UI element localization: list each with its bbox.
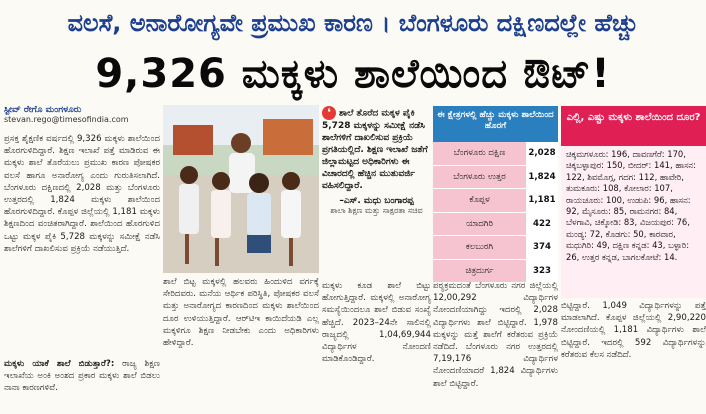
article-col-1-text: ಪ್ರಸಕ್ತ ಶೈಕ್ಷಣಿಕ ವರ್ಷದಲ್ಲಿ 9,326 ಮಕ್ಕಳು ಶಾಲೆಯಿಂದ ಹೊರಗುಳಿದಿದ್ದಾರೆ. ಶಿಕ್ಷಣ ಇಲಾಖೆ ಪತ್ತೆ ಮಾಡಿರುವ ಈ ಮಕ್ಕಳು ಶಾಲೆ ತೊರೆಯಲು ಪ್ರಮುಖ ಕಾರಣ ಪೋಷಕರ ವಲಸೆ ಹಾಗೂ ಅನಾರೋಗ್ಯ ಎಂದು ಗುರುತಿಸಲಾಗಿದೆ. ಬೆಂಗಳೂರು ದಕ್ಷಿಣದಲ್ಲಿ 2,028 ಮತ್ತು ಬೆಂಗಳೂರು ಉತ್ತರದಲ್ಲಿ 1,824 ಮಕ್ಕಳು ಶಾಲೆಯಿಂದ ಹೊರಗುಳಿದಿದ್ದಾರೆ. ಕೊಪ್ಪಳ ಜಿಲ್ಲೆಯಲ್ಲಿ 1,181 ಮಕ್ಕಳು ಶಿಕ್ಷಣದಿಂದ ವಂಚಿತರಾಗಿದ್ದಾರೆ. ಶಾಲೆಯಿಂದ ಹೊರಗುಳಿದ ಒಟ್ಟು ಮಕ್ಕಳ ಪೈಕಿ 5,728 ಮಕ್ಕಳನ್ನು ಸಮೀಕ್ಷೆ ನಡೆಸಿ ಶಾಲೆಗಳಿಗೆ ದಾಖಲಿಸುವ ಪ್ರಕ್ರಿಯೆ ನಡೆಯುತ್ತಿದೆ.: [4, 134, 160, 254]
table-count: 1,181: [526, 189, 558, 212]
quote-role: ಶಾಲಾ ಶಿಕ್ಷಣ ಮತ್ತು ಸಾಕ್ಷರತಾ ಸಚಿವ: [330, 206, 423, 215]
table-count: 422: [526, 213, 558, 236]
kicker-headline: ವಲಸೆ, ಅನಾರೋಗ್ಯವೇ ಪ್ರಮುಖ ಕಾರಣ । ಬೆಂಗಳೂರು ದಕ್ಷಿಣದಲ್ಲೇ ಹೆಚ್ಚು: [67, 9, 639, 37]
table-place: ಕೊಪ್ಪಳ: [433, 189, 526, 212]
subhead-text: ರಾಜ್ಯ ಶಿಕ್ಷಣ ಇಲಾಖೆಯ ಅಂಕಿ ಅಂಶದ ಪ್ರಕಾರ ಮಕ್ಕಳು ಶಾಲೆ ಬಿಡಲು ನಾನಾ ಕಾರಣಗಳಿವೆ.: [4, 359, 160, 394]
table-row: [433, 189, 558, 213]
article-col-1-sub: [4, 358, 160, 414]
byline-email: stevan.rego@timesofindia.com: [4, 115, 129, 124]
article-col-3: ಮಕ್ಕಳು ಕೂಡ ಶಾಲೆ ಬಿಟ್ಟು ಹೋಗುತ್ತಿದ್ದಾರೆ. ಮಕ್ಕಳಲ್ಲಿ ಅನಾರೋಗ್ಯ ಸಮಸ್ಯೆಯಿಂದಲೂ ಶಾಲೆ ಬಿಡುವ ಸಂಖ್ಯೆ ಹೆಚ್ಚಿದೆ. 2023–24ನೇ ಸಾಲಿನಲ್ಲಿ ರಾಜ್ಯದಲ್ಲಿ 1,04,69,944 ವಿದ್ಯಾರ್ಥಿಗಳ ನೋಂದಣಿ ಮಾಡಿಕೊಂಡಿದ್ದಾರೆ.: [322, 281, 431, 365]
table-count: 2,028: [526, 142, 558, 165]
table-place: ಬೆಂಗಳೂರು ದಕ್ಷಿಣ: [433, 142, 526, 165]
table-count: 374: [526, 236, 558, 259]
byline: [4, 105, 160, 124]
district-table: [433, 106, 558, 278]
article-col-5: ಬಿಟ್ಟಿದ್ದಾರೆ. 1,049 ವಿದ್ಯಾರ್ಥಿಗಳನ್ನು ಪತ್ತೆ ಮಾಡಲಾಗಿದೆ. ಕೊಪ್ಪಳ ಜಿಲ್ಲೆಯಲ್ಲಿ 2,90,220 ನೋಂದಣಿಯಲ್ಲಿ 1,181 ವಿದ್ಯಾರ್ಥಿಗಳು ಶಾಲೆ ಬಿಟ್ಟಿದ್ದಾರೆ. ಇದರಲ್ಲಿ 592 ವಿದ್ಯಾರ್ಥಿಗಳನ್ನು ಕರೆತರುವ ಕೆಲಸ ನಡೆದಿದೆ.: [561, 301, 706, 360]
sidebar-body: ಚಿಕ್ಕಮಗಳೂರು: 196, ದಾವಣಗೆರೆ: 170, ಚಿಕ್ಕಬಳ್ಳಾಪುರ: 150, ಬೀದರ್: 141, ಹಾಸನ: 122, ಶಿವಮೊಗ್ಗ, ಗದಗ: 112, ಹಾವೇರಿ, ತುಮಕೂರು: 108, ಕೋಲಾರ: 107, ರಾಯಚೂರು: 100, ಉಡುಪಿ: 96, ಹಾಸನ: 92, ಮೈಸೂರು: 85, ರಾಮನಗರ: 84, ಬೆಳಗಾವಿ, ಚಿಕ್ಕೋಡಿ: 83, ವಿಜಯಪುರ: 76, ಮಂಡ್ಯ: 72, ಕೊಡಗು: 50, ಕಾರವಾರ, ಮಧುಗಿರಿ: 49, ದಕ್ಷಿಣ ಕನ್ನಡ: 43, ಬಳ್ಳಾರಿ: 26, ಉತ್ತರ ಕನ್ನಡ, ಬಾಗಲಕೋಟೆ: 14.: [566, 149, 697, 262]
article-col-2: ಶಾಲೆ ಬಿಟ್ಟ ಮಕ್ಕಳಲ್ಲಿ ಹಲವರು ಹಿಂದುಳಿದ ವರ್ಗಕ್ಕೆ ಸೇರಿದವರು. ಮನೆಯ ಆರ್ಥಿಕ ಪರಿಸ್ಥಿತಿ, ಪೋಷಕರ ವಲಸೆ ಮತ್ತು ಅನಾರೋಗ್ಯದ ಕಾರಣದಿಂದ ಮಕ್ಕಳು ಶಾಲೆಯಿಂದ ದೂರ ಉಳಿಯುತ್ತಿದ್ದಾರೆ. ಆರ್‌ಟಿಇ ಕಾಯಿದೆಯಡಿ ಎಲ್ಲ ಮಕ್ಕಳಿಗೂ ಶಿಕ್ಷಣ ನೀಡಬೇಕು ಎಂದು ಅಧಿಕಾರಿಗಳು ಹೇಳಿದ್ದಾರೆ.: [163, 277, 319, 349]
sidebar-title: ಎಲ್ಲಿ, ಎಷ್ಟು ಮಕ್ಕಳು ಶಾಲೆಯಿಂದ ದೂರ?: [561, 106, 706, 146]
children-photo: [163, 105, 319, 273]
table-place: ಕಲಬುರಗಿ: [433, 236, 526, 259]
quote-text: ❛ ಶಾಲೆ ತೊರೆದ ಮಕ್ಕಳ ಪೈಕಿ 5,728 ಮಕ್ಕಳನ್ನು ಸಮೀಕ್ಷೆ ನಡೆಸಿ ಶಾಲೆಗಳಿಗೆ ದಾಖಲಿಸುವ ಪ್ರಕ್ರಿಯೆ ಪ್ರಗತಿಯಲ್ಲಿದೆ. ಶಿಕ್ಷಣ ಇಲಾಖೆ ಜತೆಗೆ ಜಿಲ್ಲಾಮಟ್ಟದ ಅಧಿಕಾರಿಗಳು ಈ ವಿಚಾರದಲ್ಲಿ ಹೆಚ್ಚಿನ ಮುತುವರ್ಜಿ ವಹಿಸಲಿದ್ದಾರೆ.: [322, 106, 428, 191]
table-row: [433, 166, 558, 190]
byline-name: ಸ್ಟೀವ್ ರೇಗೊ ಮಂಗಳೂರು: [4, 105, 82, 115]
subhead: ಮಕ್ಕಳು ಯಾಕೆ ಶಾಲೆ ಬಿಡುತ್ತಾರೆ?:: [4, 359, 115, 369]
main-headline: 9,326 ಮಕ್ಕಳು ಶಾಲೆಯಿಂದ ಔಟ್!: [95, 51, 611, 97]
article-col-4: ಪಠ್ಯಕ್ರಮದಂತೆ ಬೆಂಗಳೂರು ನಗರ ಜಿಲ್ಲೆಯಲ್ಲಿ 12,00,292 ವಿದ್ಯಾರ್ಥಿಗಳ ನೋಂದಣಿಯಾಗಿದ್ದು ಇದರಲ್ಲಿ 2,028 ವಿದ್ಯಾರ್ಥಿಗಳು ಶಾಲೆ ಬಿಟ್ಟಿದ್ದಾರೆ. 1,978 ಮಕ್ಕಳನ್ನು ಮತ್ತೆ ಶಾಲೆಗೆ ಕರೆತರುವ ಪ್ರಕ್ರಿಯೆ ನಡೆದಿದೆ. ಬೆಂಗಳೂರು ನಗರ ಉತ್ತರದಲ್ಲಿ 7,19,176 ವಿದ್ಯಾರ್ಥಿಗಳ ನೋಂದಣಿಯಾದರೆ 1,824 ವಿದ್ಯಾರ್ಥಿಗಳು ಶಾಲೆ ಬಿಟ್ಟಿದ್ದಾರೆ.: [433, 281, 558, 389]
table-row: [433, 213, 558, 237]
table-count: 323: [526, 260, 558, 283]
table-row: [433, 236, 558, 260]
table-place: ಯಾದಗಿರಿ: [433, 213, 526, 236]
article-col-1: [4, 133, 160, 358]
table-row: [433, 142, 558, 166]
minister-quote: [322, 106, 431, 278]
children-illustration: [163, 105, 319, 273]
table-place: ಚಿತ್ರದುರ್ಗ: [433, 260, 526, 283]
quote-icon: ❛: [322, 106, 336, 120]
table-title: ಈ ಕ್ಷೇತ್ರಗಳಲ್ಲಿ ಹೆಚ್ಚು ಮಕ್ಕಳು ಶಾಲೆಯಿಂದ ಹೊರಗೆ: [433, 106, 558, 142]
table-place: ಬೆಂಗಳೂರು ಉತ್ತರ: [433, 166, 526, 189]
district-sidebar: [561, 106, 706, 298]
quote-author: –ಎಸ್. ಮಧು ಬಂಗಾರಪ್ಪ: [339, 196, 414, 206]
table-count: 1,824: [526, 166, 558, 189]
